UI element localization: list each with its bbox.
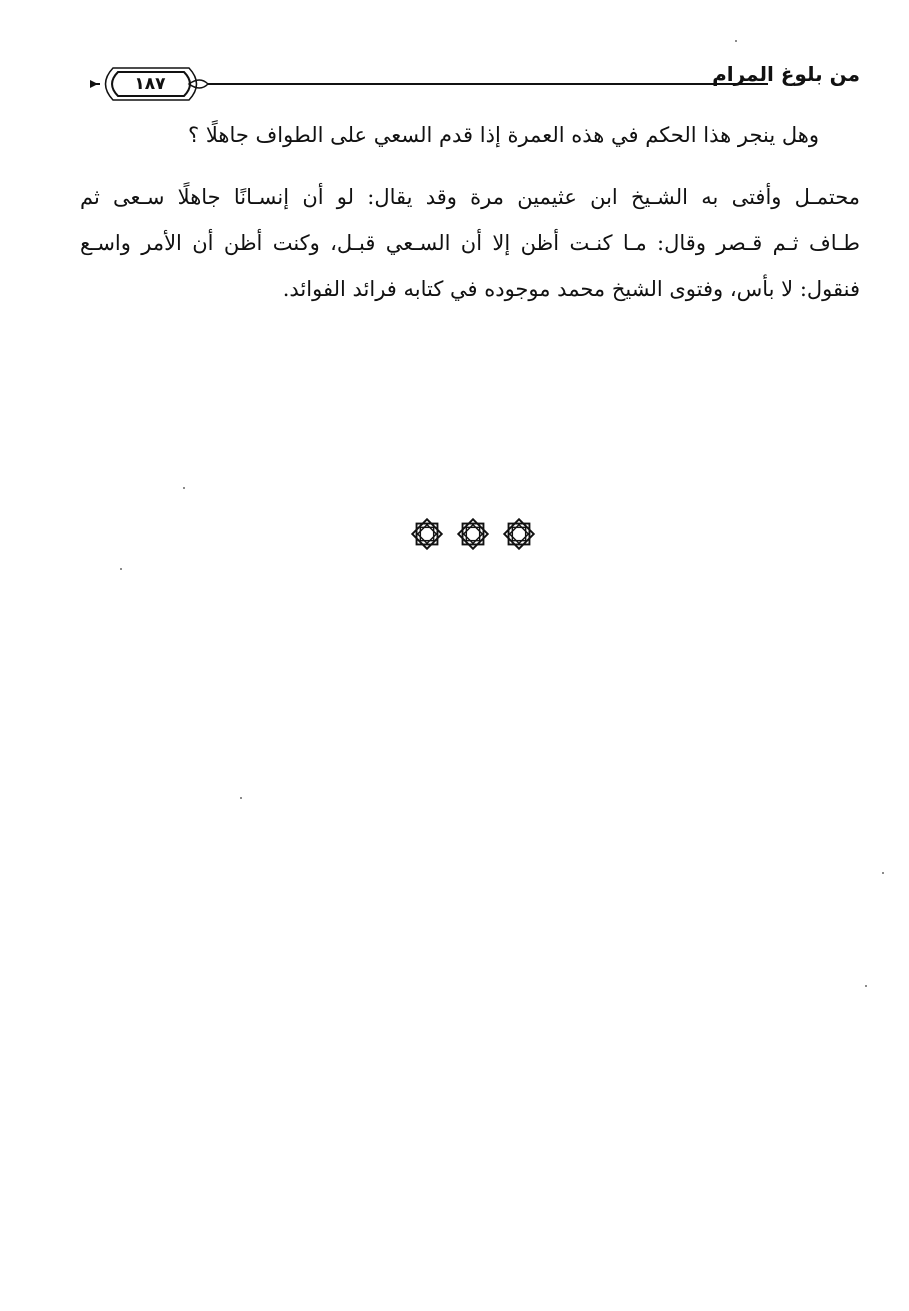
scan-speck	[240, 797, 242, 799]
question-line: وهل ينجر هذا الحكم في هذه العمرة إذا قدم السعي على الطواف جاهلًا ؟	[188, 123, 819, 147]
scan-speck	[865, 985, 867, 987]
eight-point-star-icon	[408, 515, 446, 553]
page-header	[88, 62, 860, 106]
eight-point-star-icon	[500, 515, 538, 553]
answer-line: طـاف ثـم قـصر وقال: مـا كنـت أظن إلا أن السـعي قبـل، وكنت أظن أن الأمر واسـع	[80, 231, 860, 255]
scan-speck	[183, 487, 185, 489]
scan-speck	[735, 40, 737, 42]
answer-line: فنقول: لا بأس، وفتوى الشيخ محمد موجوده في كتابه فرائد الفوائد.	[282, 277, 860, 301]
answer-paragraph	[80, 174, 860, 312]
scan-speck	[120, 568, 122, 570]
answer-line: محتمـل وأفتى به الشـيخ ابن عثيمين مرة وقد يقال: لو أن إنسـانًا جاهلًا سـعى ثم	[80, 185, 860, 209]
page-number: ١٨٧	[134, 74, 166, 94]
scan-speck	[882, 872, 884, 874]
eight-point-star-icon	[454, 515, 492, 553]
running-title: من بلوغ المرام	[712, 62, 860, 86]
section-divider-ornaments	[408, 515, 548, 555]
